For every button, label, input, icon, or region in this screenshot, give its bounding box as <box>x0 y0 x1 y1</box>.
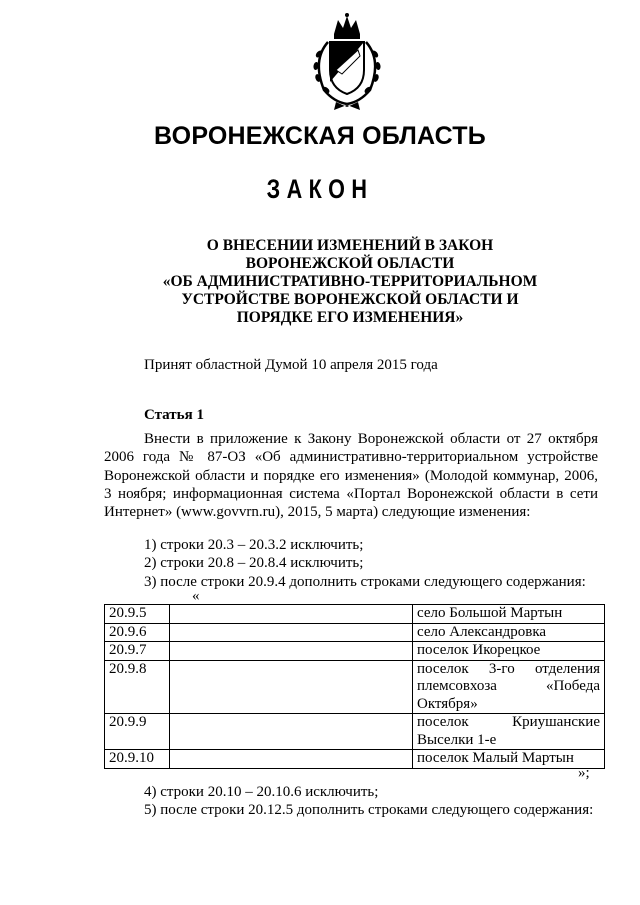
table-row <box>105 642 605 661</box>
row-empty-cell <box>170 623 413 642</box>
voronezh-coat-of-arms-icon <box>306 12 388 112</box>
change-list-continued <box>144 783 593 820</box>
row-settlement: поселок 3-го отделения племсовхоза «Победа Октября» <box>413 660 605 714</box>
list-item: 4) строки 20.10 – 20.10.6 исключить; <box>144 784 379 800</box>
list-item: 2) строки 20.8 – 20.8.4 исключить; <box>144 555 364 572</box>
row-settlement: поселок Малый Мартын <box>413 750 605 769</box>
law-title-line: «ОБ АДМИНИСТРАТИВНО-ТЕРРИТОРИАЛЬНОМ <box>162 273 538 290</box>
row-code: 20.9.10 <box>105 750 170 769</box>
table-row <box>105 714 605 750</box>
row-code: 20.9.8 <box>105 660 170 714</box>
article-intro: Внести в приложение к Закону Воронежской области от 27 октября 2006 года № 87-ОЗ «Об административно-территориальном устройстве Воронежской области и порядке его изменения» (Молодой коммунар, 2006, 3 ноября; информационная система «Портал Воронежской области в сети Интернет» (www.govvrn.ru), 2015, 5 марта) следующие изменения: <box>104 431 598 521</box>
law-title-line: УСТРОЙСТВЕ ВОРОНЕЖСКОЙ ОБЛАСТИ И <box>181 291 519 308</box>
law-title-line: О ВНЕСЕНИИ ИЗМЕНЕНИЙ В ЗАКОН <box>206 237 494 254</box>
row-empty-cell <box>170 605 413 624</box>
law-title-line: ПОРЯДКЕ ЕГО ИЗМЕНЕНИЯ» <box>236 309 464 326</box>
row-empty-cell <box>170 714 413 750</box>
document-type: ЗАКОН <box>266 174 374 204</box>
adoption-note: Принят областной Думой 10 апреля 2015 года <box>144 357 438 373</box>
law-title <box>130 237 570 327</box>
law-title-line: ВОРОНЕЖСКОЙ ОБЛАСТИ <box>245 255 455 272</box>
change-list <box>144 536 586 591</box>
settlements-table <box>104 604 605 769</box>
table-row <box>105 605 605 624</box>
row-code: 20.9.9 <box>105 714 170 750</box>
row-code: 20.9.7 <box>105 642 170 661</box>
row-settlement: село Большой Мартын <box>413 605 605 624</box>
row-code: 20.9.5 <box>105 605 170 624</box>
table-row <box>105 750 605 769</box>
list-item: 3) после строки 20.9.4 дополнить строками следующего содержания: <box>144 573 586 590</box>
article-heading: Статья 1 <box>144 407 204 423</box>
row-settlement: поселок Икорецкое <box>413 642 605 661</box>
table-row <box>105 623 605 642</box>
region-heading: ВОРОНЕЖСКАЯ ОБЛАСТЬ <box>154 122 486 150</box>
list-item: 1) строки 20.3 – 20.3.2 исключить; <box>144 537 364 553</box>
row-empty-cell <box>170 642 413 661</box>
row-empty-cell <box>170 660 413 714</box>
open-quote: « <box>192 588 200 604</box>
row-settlement: поселок Криушанские Выселки 1-е <box>413 714 605 750</box>
row-settlement: село Александровка <box>413 623 605 642</box>
close-quote: »; <box>578 765 590 781</box>
table-row <box>105 660 605 714</box>
list-item: 5) после строки 20.12.5 дополнить строками следующего содержания: <box>144 802 594 819</box>
row-code: 20.9.6 <box>105 623 170 642</box>
row-empty-cell <box>170 750 413 769</box>
